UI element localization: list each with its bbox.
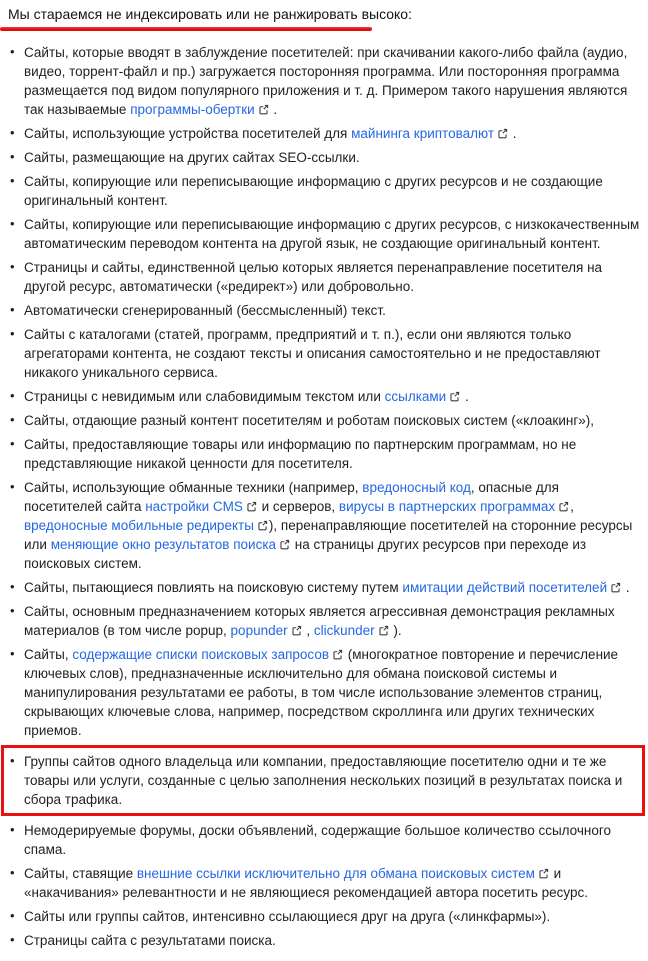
list-item-text: Страницы и сайты, единственной целью которых является перенаправление посетителя на другой ресурс, автоматически («редирект») или добровольно. <box>24 260 603 294</box>
external-link-icon[interactable] <box>254 516 269 535</box>
list-item-text: . <box>269 102 278 117</box>
list-item <box>8 325 640 382</box>
inline-link[interactable]: содержащие списки поисковых запросов <box>72 647 330 662</box>
external-link-icon[interactable] <box>276 535 291 554</box>
bullet-marker: • <box>10 479 15 494</box>
list-item <box>8 172 640 210</box>
list-item <box>8 907 640 926</box>
external-link-icon[interactable] <box>555 497 570 516</box>
list-item-text: Сайты, использующие обманные техники (например, <box>24 480 363 495</box>
page-title: Мы стараемся не индексировать или не ранжировать высоко: <box>8 6 412 22</box>
list-item-text: Сайты, размещающие на других сайтах SEO-ссылки. <box>24 150 360 165</box>
list-item-text: ), перенаправляющие посетителей на сторонние ресурсы или <box>24 518 633 552</box>
list-item <box>8 387 640 406</box>
list-item-text: Сайты, основным предназначением которых является агрессивная демонстрация рекламных материалов (в том числе popup, <box>24 604 615 638</box>
list-item <box>8 821 640 859</box>
external-link-icon[interactable] <box>535 864 550 883</box>
list-item-highlighted-annotation <box>1 745 645 816</box>
bullet-marker: • <box>10 932 15 947</box>
list-item-text: Сайты, которые вводят в заблуждение посетителей: при скачивании какого-либо файла (аудио, видео, торрент-файл и пр.) загружается посторонняя программа. Или посторонняя программа размещается под видом популярного приложения и т. д. Примером такого нарушения являются так называемые <box>24 45 628 117</box>
bullet-marker: • <box>10 216 15 231</box>
list-item-text: Страницы с невидимым или слабовидимым текстом или <box>24 389 385 404</box>
list-item-text: Сайты, использующие устройства посетителей для <box>24 126 352 141</box>
inline-link[interactable]: майнинга криптовалют <box>351 126 495 141</box>
bullet-marker: • <box>10 646 15 661</box>
list-item-text: Группы сайтов одного владельца или компании, предоставляющие посетителю одни и те же товары или услуги, созданные с целью заполнения нескольких позиций в результатах поиска и сбора трафика. <box>24 754 623 807</box>
bullet-marker: • <box>10 125 15 140</box>
bullet-marker: • <box>10 44 15 59</box>
list-item-text: , <box>570 499 574 514</box>
inline-link[interactable]: настройки CMS <box>145 499 243 514</box>
external-link-icon[interactable] <box>494 124 509 143</box>
inline-link[interactable]: вирусы в партнерских программах <box>338 499 556 514</box>
list-item-text: Сайты, пытающиеся повлиять на поисковую систему путем <box>24 580 403 595</box>
inline-link[interactable]: ссылками <box>384 389 447 404</box>
external-link-icon[interactable] <box>446 387 461 406</box>
list-item-text: и «накачивания» релевантности и не являющиеся рекомендацией автора посетить ресурс. <box>24 866 588 900</box>
list-item-text: и серверов, <box>257 499 339 514</box>
list-item <box>8 645 640 740</box>
list-item-text: Страницы сайта с результатами поиска. <box>24 933 276 948</box>
list-item-text: , <box>302 623 314 638</box>
inline-link[interactable]: меняющие окно результатов поиска <box>50 537 277 552</box>
bullet-marker: • <box>10 173 15 188</box>
bullet-marker: • <box>10 753 15 768</box>
list-item-text: Автоматически сгенерированный (бессмысленный) текст. <box>24 303 386 318</box>
bullet-marker: • <box>10 326 15 341</box>
list-item <box>8 215 640 253</box>
list-item-text: Сайты или группы сайтов, интенсивно ссылающиеся друг на друга («линкфармы»). <box>24 909 551 924</box>
list-item-text: , опасные для посетителей сайта <box>24 480 559 514</box>
list-item-text: Сайты с каталогами (статей, программ, предприятий и т. п.), если они являются только агрегаторами контента, не создают тексты и описания самостоятельно и не предоставляют никакого уникального сервиса. <box>24 327 601 380</box>
bullet-marker: • <box>10 149 15 164</box>
inline-link[interactable]: программы-обертки <box>130 102 255 117</box>
bullet-marker: • <box>10 412 15 427</box>
list-item <box>8 258 640 296</box>
list-item <box>8 435 640 473</box>
list-item <box>8 124 640 143</box>
bullet-marker: • <box>10 436 15 451</box>
content <box>8 5 640 950</box>
list-item <box>8 578 640 597</box>
external-link-icon[interactable] <box>243 497 258 516</box>
external-link-icon[interactable] <box>607 578 622 597</box>
inline-link[interactable]: внешние ссылки исключительно для обмана поисковых систем <box>136 866 535 881</box>
list-item <box>8 43 640 119</box>
red-underline-annotation <box>0 27 372 31</box>
bullet-marker: • <box>10 865 15 880</box>
list-item <box>8 301 640 320</box>
list-item <box>8 478 640 573</box>
bullet-marker: • <box>10 388 15 403</box>
list-item-text: Сайты, ставящие <box>24 866 137 881</box>
inline-link[interactable]: popunder <box>230 623 288 638</box>
list-item-text: (многократное повторение и перечисление ключевых слов), предназначенные исключительно для обмана поисковой системы и манипулирования результатами ее работы, в том числе использование элементов страниц, скрывающих ключевые слова, например, посредством скроллинга или других технических приемов. <box>24 647 619 738</box>
list-item <box>8 864 640 902</box>
list-item-text: Сайты, предоставляющие товары или информацию по партнерским программам, но не представляющие никакой ценности для посетителя. <box>24 437 577 471</box>
list-item <box>8 148 640 167</box>
list-item-text: Сайты, отдающие разный контент посетителям и роботам поисковых систем («клоакинг»), <box>24 413 594 428</box>
inline-link[interactable]: имитации действий посетителей <box>402 580 608 595</box>
bullet-marker: • <box>10 908 15 923</box>
bullet-marker: • <box>10 259 15 274</box>
list-item-text: . <box>509 126 517 141</box>
list-item-text: Сайты, копирующие или переписывающие информацию с других ресурсов и не создающие оригинальный контент. <box>24 174 603 208</box>
list-item-text: на страницы других ресурсов при переходе из поисковых систем. <box>24 537 587 571</box>
list-item <box>8 602 640 640</box>
external-link-icon[interactable] <box>288 621 303 640</box>
list-item <box>8 931 640 950</box>
external-link-icon[interactable] <box>329 645 344 664</box>
list-item-text: . <box>461 389 469 404</box>
inline-link[interactable]: вредоносный код <box>362 480 471 495</box>
bullet-marker: • <box>10 822 15 837</box>
bullet-marker: • <box>10 579 15 594</box>
list-item-text: ). <box>389 623 402 638</box>
list-item-text: . <box>622 580 630 595</box>
list-item-text: Сайты, <box>24 647 73 662</box>
inline-link[interactable]: вредоносные мобильные редиректы <box>24 518 254 533</box>
bullet-marker: • <box>10 302 15 317</box>
inline-link[interactable]: clickunder <box>313 623 375 638</box>
list-item-text: Сайты, копирующие или переписывающие информацию с других ресурсов, с низкокачественным автоматическим переводом контента на другой язык, не создающие оригинальный контент. <box>24 217 640 251</box>
external-link-icon[interactable] <box>255 100 270 119</box>
external-link-icon[interactable] <box>375 621 390 640</box>
list-item-text: Немодерируемые форумы, доски объявлений, содержащие большое количество ссылочного спама. <box>24 823 612 857</box>
bullet-marker: • <box>10 603 15 618</box>
list-item <box>8 411 640 430</box>
